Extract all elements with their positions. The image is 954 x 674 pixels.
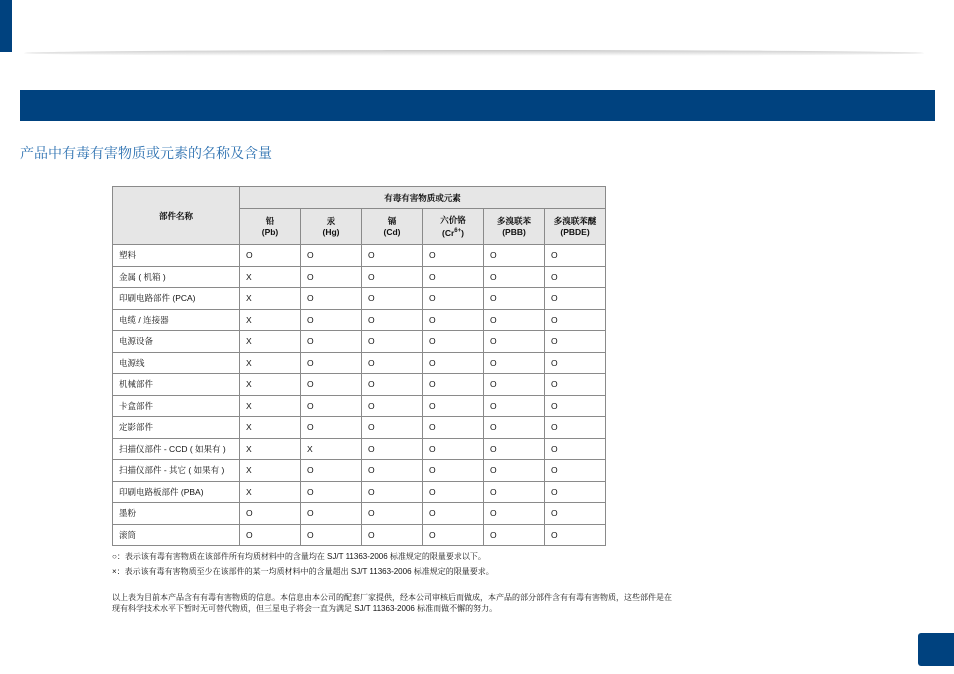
substance-value-cell: O xyxy=(545,395,606,417)
substance-value-cell: O xyxy=(423,352,484,374)
substance-value-cell: O xyxy=(301,503,362,525)
substance-value-cell: O xyxy=(545,266,606,288)
substance-value-cell: O xyxy=(545,503,606,525)
substance-value-cell: O xyxy=(423,288,484,310)
table-row xyxy=(113,266,606,288)
substance-value-cell: O xyxy=(484,438,545,460)
substance-value-cell: X xyxy=(240,395,301,417)
substance-value-cell: O xyxy=(240,524,301,546)
substance-value-cell: O xyxy=(484,481,545,503)
column-header-hg: 汞 (Hg) xyxy=(301,209,362,245)
substance-value-cell: X xyxy=(240,374,301,396)
substance-value-cell: X xyxy=(240,266,301,288)
substance-value-cell: X xyxy=(240,352,301,374)
substance-value-cell: O xyxy=(301,352,362,374)
chapter-header-band xyxy=(20,90,935,121)
substance-value-cell: X xyxy=(240,417,301,439)
substances-group-header: 有毒有害物质或元素 xyxy=(240,187,606,209)
substance-value-cell: X xyxy=(240,481,301,503)
substance-value-cell: O xyxy=(484,245,545,267)
substance-value-cell: O xyxy=(423,524,484,546)
substance-value-cell: O xyxy=(362,524,423,546)
substance-value-cell: O xyxy=(423,245,484,267)
table-row xyxy=(113,417,606,439)
substance-value-cell: O xyxy=(423,309,484,331)
table-row xyxy=(113,245,606,267)
substance-value-cell: X xyxy=(240,460,301,482)
substance-value-cell: O xyxy=(301,266,362,288)
substance-value-cell: O xyxy=(362,481,423,503)
table-row xyxy=(113,309,606,331)
substance-value-cell: O xyxy=(423,460,484,482)
substance-value-cell: O xyxy=(362,374,423,396)
substance-value-cell: O xyxy=(484,460,545,482)
substance-value-cell: O xyxy=(362,309,423,331)
substance-value-cell: X xyxy=(240,331,301,353)
substance-value-cell: O xyxy=(484,374,545,396)
x-legend-note: ×：表示该有毒有害物质至少在该部件的某一均质材料中的含量超出 SJ/T 11363-2006 标准规定的限量要求。 xyxy=(112,567,494,576)
part-name-cell: 金属 ( 机箱 ) xyxy=(113,266,240,288)
substance-value-cell: X xyxy=(240,309,301,331)
substance-value-cell: O xyxy=(301,481,362,503)
left-accent-bar xyxy=(0,0,12,52)
substance-value-cell: O xyxy=(423,481,484,503)
substance-value-cell: O xyxy=(545,524,606,546)
substance-value-cell: O xyxy=(301,288,362,310)
hazardous-substances-table xyxy=(112,186,606,546)
substance-value-cell: O xyxy=(362,288,423,310)
table-row xyxy=(113,524,606,546)
substance-value-cell: O xyxy=(545,460,606,482)
part-name-header: 部件名称 xyxy=(113,187,240,245)
substance-value-cell: O xyxy=(362,245,423,267)
part-name-cell: 扫描仪部件 - CCD ( 如果有 ) xyxy=(113,438,240,460)
substance-value-cell: O xyxy=(423,438,484,460)
substance-value-cell: O xyxy=(362,438,423,460)
table-row xyxy=(113,352,606,374)
substance-value-cell: O xyxy=(301,374,362,396)
part-name-cell: 定影部件 xyxy=(113,417,240,439)
table-row xyxy=(113,374,606,396)
substance-value-cell: O xyxy=(545,309,606,331)
substance-value-cell: O xyxy=(484,266,545,288)
part-name-cell: 墨粉 xyxy=(113,503,240,525)
disclaimer-paragraph: 以上表为目前本产品含有有毒有害物质的信息。本信息由本公司的配套厂家提供，经本公司审核后而做成，本产品的部分部件含有有毒有害物质，这些部件是在现有科学技术水平下暂时无可替代物质，但三星电子将会一直为满足 SJ/T 11363-2006 标准而做不懈的努力。 xyxy=(112,593,672,613)
substance-value-cell: X xyxy=(301,438,362,460)
substance-value-cell: X xyxy=(240,288,301,310)
part-name-cell: 印刷电路板部件 (PBA) xyxy=(113,481,240,503)
table-row xyxy=(113,438,606,460)
substance-value-cell: O xyxy=(301,417,362,439)
substance-value-cell: O xyxy=(362,460,423,482)
part-name-cell: 印刷电路部件 (PCA) xyxy=(113,288,240,310)
substance-value-cell: O xyxy=(484,417,545,439)
substance-value-cell: O xyxy=(545,438,606,460)
substance-value-cell: O xyxy=(484,309,545,331)
substance-value-cell: O xyxy=(545,288,606,310)
substance-value-cell: O xyxy=(362,266,423,288)
substance-value-cell: O xyxy=(362,352,423,374)
substance-value-cell: O xyxy=(423,503,484,525)
table-body xyxy=(113,245,606,546)
substance-value-cell: O xyxy=(484,524,545,546)
substance-value-cell: O xyxy=(545,417,606,439)
substance-value-cell: O xyxy=(484,395,545,417)
column-header-cd: 镉 (Cd) xyxy=(362,209,423,245)
table-row xyxy=(113,460,606,482)
table-row xyxy=(113,331,606,353)
substance-value-cell: O xyxy=(301,245,362,267)
part-name-cell: 塑料 xyxy=(113,245,240,267)
column-header-pb: 铅 (Pb) xyxy=(240,209,301,245)
substance-value-cell: O xyxy=(545,245,606,267)
substance-value-cell: O xyxy=(240,245,301,267)
table-row xyxy=(113,395,606,417)
substance-value-cell: O xyxy=(301,331,362,353)
part-name-cell: 电源线 xyxy=(113,352,240,374)
substance-value-cell: O xyxy=(362,395,423,417)
part-name-cell: 电源设备 xyxy=(113,331,240,353)
substance-value-cell: X xyxy=(240,438,301,460)
part-name-cell: 电缆 / 连接器 xyxy=(113,309,240,331)
section-title: 产品中有毒有害物质或元素的名称及含量 xyxy=(20,146,272,162)
substance-value-cell: O xyxy=(362,331,423,353)
substance-value-cell: O xyxy=(423,331,484,353)
substance-value-cell: O xyxy=(423,417,484,439)
table-row xyxy=(113,503,606,525)
column-header-pbde: 多溴联苯醚 (PBDE) xyxy=(545,209,606,245)
column-header-pbb: 多溴联苯 (PBB) xyxy=(484,209,545,245)
substance-value-cell: O xyxy=(545,374,606,396)
substance-value-cell: O xyxy=(484,352,545,374)
part-name-cell: 扫描仪部件 - 其它 ( 如果有 ) xyxy=(113,460,240,482)
substance-value-cell: O xyxy=(545,481,606,503)
table-row xyxy=(113,288,606,310)
table-row xyxy=(113,481,606,503)
column-header-cr6: 六价铬 $(Cr^{6+})$ xyxy=(423,209,484,245)
substance-value-cell: O xyxy=(301,460,362,482)
substance-value-cell: O xyxy=(484,288,545,310)
part-name-cell: 滚筒 xyxy=(113,524,240,546)
substance-value-cell: O xyxy=(423,395,484,417)
substance-value-cell: O xyxy=(545,352,606,374)
substance-value-cell: O xyxy=(301,524,362,546)
substance-value-cell: O xyxy=(362,503,423,525)
substance-value-cell: O xyxy=(423,374,484,396)
substance-value-cell: O xyxy=(484,331,545,353)
substance-value-cell: O xyxy=(240,503,301,525)
header-shadow xyxy=(24,50,924,56)
substance-value-cell: O xyxy=(301,309,362,331)
substance-value-cell: O xyxy=(301,395,362,417)
substance-value-cell: O xyxy=(423,266,484,288)
substance-value-cell: O xyxy=(484,503,545,525)
o-legend-note: ○：表示该有毒有害物质在该部件所有均质材料中的含量均在 SJ/T 11363-2006 标准规定的限量要求以下。 xyxy=(112,552,486,561)
page-number-box xyxy=(918,633,954,666)
substance-value-cell: O xyxy=(362,417,423,439)
part-name-cell: 机械部件 xyxy=(113,374,240,396)
part-name-cell: 卡盒部件 xyxy=(113,395,240,417)
substance-value-cell: O xyxy=(545,331,606,353)
